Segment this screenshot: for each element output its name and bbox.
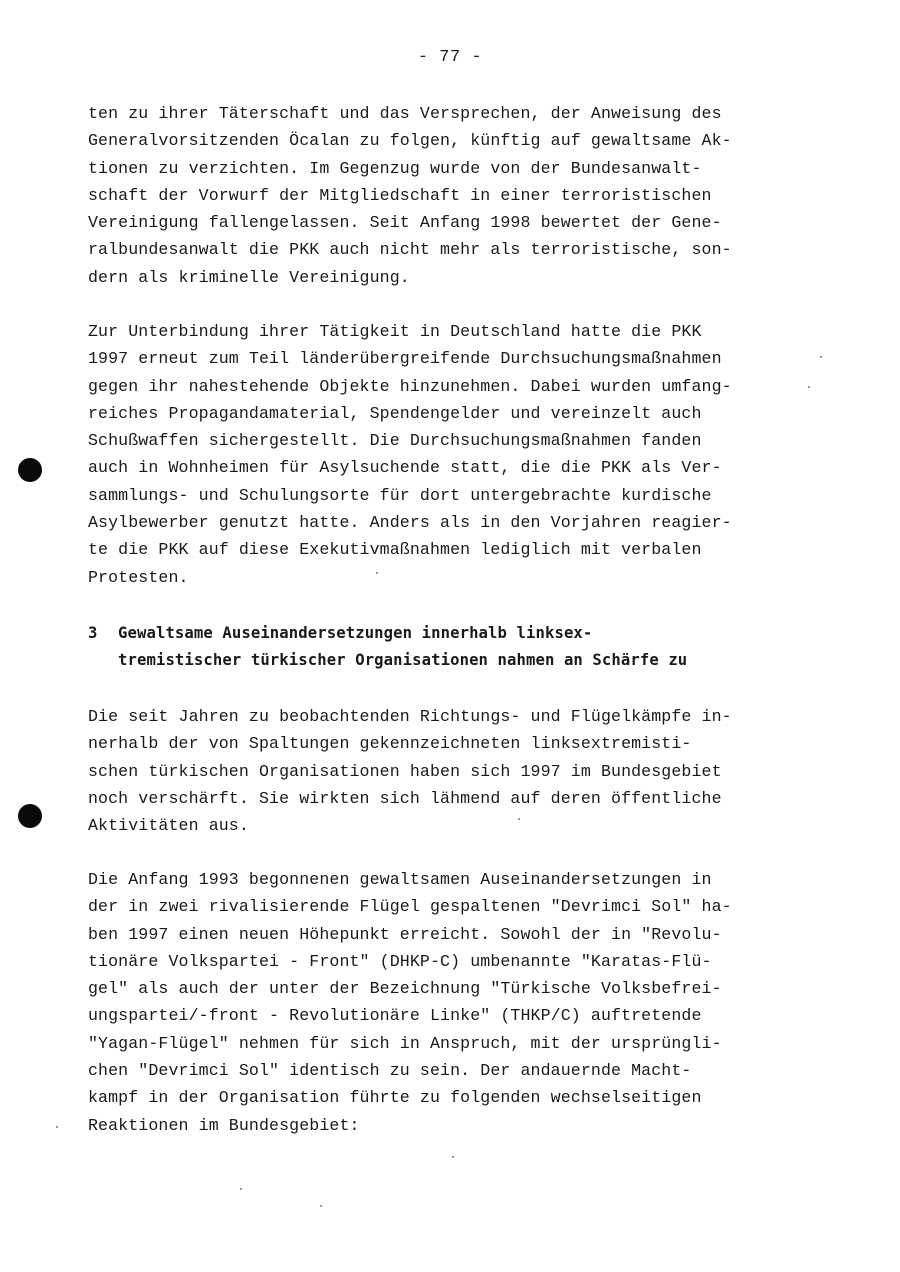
text-line: Aktivitäten aus.	[88, 816, 249, 836]
text-line: Protesten.	[88, 567, 189, 587]
text-line: Asylbewerber genutzt hatte. Anders als in den Vorjahren reagier-	[88, 513, 732, 533]
text-line: Die seit Jahren zu beobachtenden Richtungs- und Flügelkämpfe in-	[88, 707, 732, 726]
text-line: ralbundesanwalt die PKK auch nicht mehr als terroristische, son-	[88, 240, 732, 260]
paragraph-pkk-verdict	[88, 100, 818, 291]
scan-speck	[376, 572, 378, 574]
text-line: dern als kriminelle Vereinigung.	[88, 267, 410, 287]
text-line: ungspartei/-front - Revolutionäre Linke" (THKP/C) auftretende	[88, 1006, 702, 1026]
paragraph-devrimci-sol	[88, 866, 818, 1139]
text-line: reiches Propagandamaterial, Spendengelder und vereinzelt auch	[88, 403, 702, 423]
scan-speck	[518, 818, 520, 820]
text-line: tionäre Volkspartei - Front" (DHKP-C) umbenannte "Karatas-Flü-	[88, 951, 712, 971]
text-line: noch verschärft. Sie wirkten sich lähmend auf deren öffentliche	[88, 788, 722, 808]
text-line: "Yagan-Flügel" nehmen für sich in Anspruch, mit der ursprüngli-	[88, 1033, 722, 1053]
section-title-part-1: Gewaltsame Auseinandersetzungen innerhalb linksex-	[118, 624, 593, 642]
text-line: ten zu ihrer Täterschaft und das Versprechen, der Anweisung des	[88, 104, 722, 123]
section-heading	[88, 620, 818, 675]
text-line: nerhalb der von Spaltungen gekennzeichneten linksextremisti-	[88, 734, 692, 754]
text-line: gegen ihr nahestehende Objekte hinzunehmen. Dabei wurden umfang-	[88, 376, 732, 396]
text-line: chen "Devrimci Sol" identisch zu sein. Der andauernde Macht-	[88, 1061, 692, 1081]
text-line: Die Anfang 1993 begonnenen gewaltsamen Auseinandersetzungen in	[88, 870, 712, 889]
text-line: schen türkischen Organisationen haben sich 1997 im Bundesgebiet	[88, 761, 722, 781]
text-line: Zur Unterbindung ihrer Tätigkeit in Deutschland hatte die PKK	[88, 322, 702, 341]
text-line: te die PKK auf diese Exekutivmaßnahmen lediglich mit verbalen	[88, 540, 702, 560]
text-line: Reaktionen im Bundesgebiet:	[88, 1115, 360, 1135]
text-line: 1997 erneut zum Teil länderübergreifende Durchsuchungsmaßnahmen	[88, 349, 722, 369]
scan-speck	[320, 1205, 322, 1207]
punch-hole	[18, 804, 42, 828]
section-title-part-2: tremistischer türkischer Organisationen nahmen an Schärfe zu	[118, 651, 688, 670]
text-line: Schußwaffen sichergestellt. Die Durchsuchungsmaßnahmen fanden	[88, 431, 702, 451]
scan-speck	[820, 356, 822, 358]
section-heading-line-2	[88, 647, 818, 674]
scan-speck	[240, 1188, 242, 1190]
text-line: schaft der Vorwurf der Mitgliedschaft in einer terroristischen	[88, 185, 712, 205]
text-line: der in zwei rivalisierende Flügel gespaltenen "Devrimci Sol" ha-	[88, 897, 732, 917]
text-line: ben 1997 einen neuen Höhepunkt erreicht. Sowohl der in "Revolu-	[88, 924, 722, 944]
text-line: tionen zu verzichten. Im Gegenzug wurde von der Bundesanwalt-	[88, 158, 702, 178]
text-line: Vereinigung fallengelassen. Seit Anfang 1998 bewertet der Gene-	[88, 213, 722, 233]
paragraph-pkk-searches	[88, 318, 818, 591]
page-number: - 77 -	[417, 48, 483, 67]
scan-speck	[56, 1126, 58, 1128]
punch-hole	[18, 458, 42, 482]
text-line: auch in Wohnheimen für Asylsuchende statt, die die PKK als Ver-	[88, 458, 722, 478]
text-line: kampf in der Organisation führte zu folgenden wechselseitigen	[88, 1088, 702, 1108]
scan-speck	[452, 1156, 454, 1158]
paragraph-factional-struggles	[88, 703, 818, 839]
text-line: gel" als auch der unter der Bezeichnung "Türkische Volksbefrei-	[88, 979, 722, 999]
text-line: Generalvorsitzenden Öcalan zu folgen, künftig auf gewaltsame Ak-	[88, 131, 732, 151]
scan-speck	[808, 386, 810, 388]
section-heading-line-1	[88, 620, 818, 647]
section-number: 3	[88, 624, 98, 642]
text-line: sammlungs- und Schulungsorte für dort untergebrachte kurdische	[88, 485, 712, 505]
